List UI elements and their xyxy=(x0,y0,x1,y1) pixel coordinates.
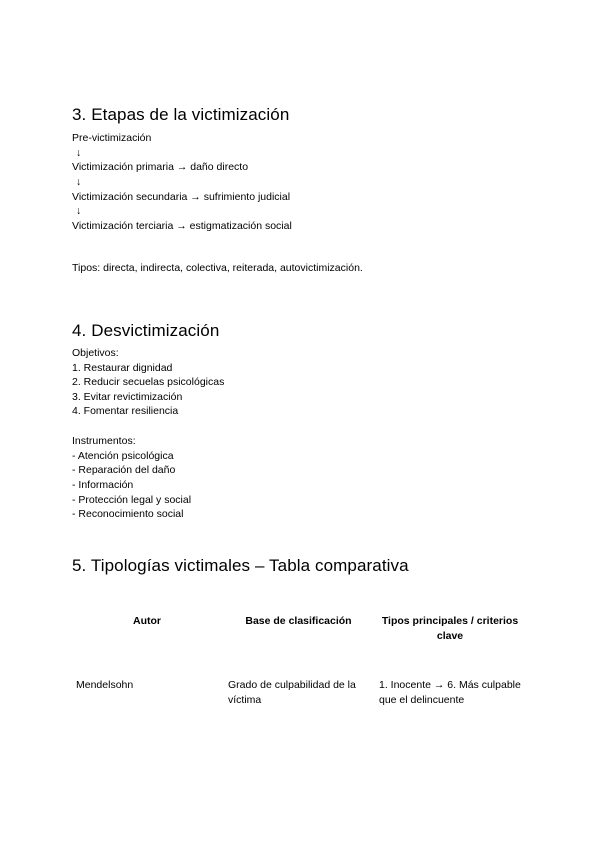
down-arrow-icon: ↓ xyxy=(76,147,82,159)
section-3-title: 3. Etapas de la victimización xyxy=(72,105,290,124)
table-cell-tipos: 1. Inocente → 6. Más culpable que el delincuente xyxy=(379,679,521,706)
stage-secundaria: Victimización secundaria → sufrimiento judicial xyxy=(72,191,291,203)
tipos-line: Tipos: directa, indirecta, colectiva, reiterada, autovictimización. xyxy=(72,262,363,274)
objetivo-item: 4. Fomentar resiliencia xyxy=(72,405,179,417)
objetivos-label: Objetivos: xyxy=(72,347,119,359)
down-arrow-icon: ↓ xyxy=(76,205,82,217)
stage-primaria: Victimización primaria → daño directo xyxy=(72,161,249,173)
objetivo-item: 3. Evitar revictimización xyxy=(72,391,183,403)
instrumento-item: - Atención psicológica xyxy=(72,450,174,462)
objetivo-item: 1. Restaurar dignidad xyxy=(72,362,173,374)
instrumentos-label: Instrumentos: xyxy=(72,435,136,447)
stage-pre-victimizacion: Pre-victimización xyxy=(72,132,152,144)
down-arrow-icon: ↓ xyxy=(76,176,82,188)
table-cell-base: Grado de culpabilidad de la víctima xyxy=(228,679,356,706)
instrumento-item: - Información xyxy=(72,479,134,491)
table-header-autor: Autor xyxy=(133,615,161,627)
table-header-tipos: Tipos principales / criterios clave xyxy=(381,615,519,642)
instrumento-item: - Reparación del daño xyxy=(72,464,176,476)
instrumento-item: - Protección legal y social xyxy=(72,494,192,506)
table-header-base: Base de clasificación xyxy=(245,615,352,627)
objetivo-item: 2. Reducir secuelas psicológicas xyxy=(72,376,225,388)
stage-terciaria: Victimización terciaria → estigmatización social xyxy=(72,220,292,232)
instrumento-item: - Reconocimiento social xyxy=(72,508,184,520)
table-cell-autor: Mendelsohn xyxy=(76,679,134,691)
section-5-title: 5. Tipologías victimales – Tabla comparativa xyxy=(72,556,409,575)
section-4-title: 4. Desvictimización xyxy=(72,321,220,340)
